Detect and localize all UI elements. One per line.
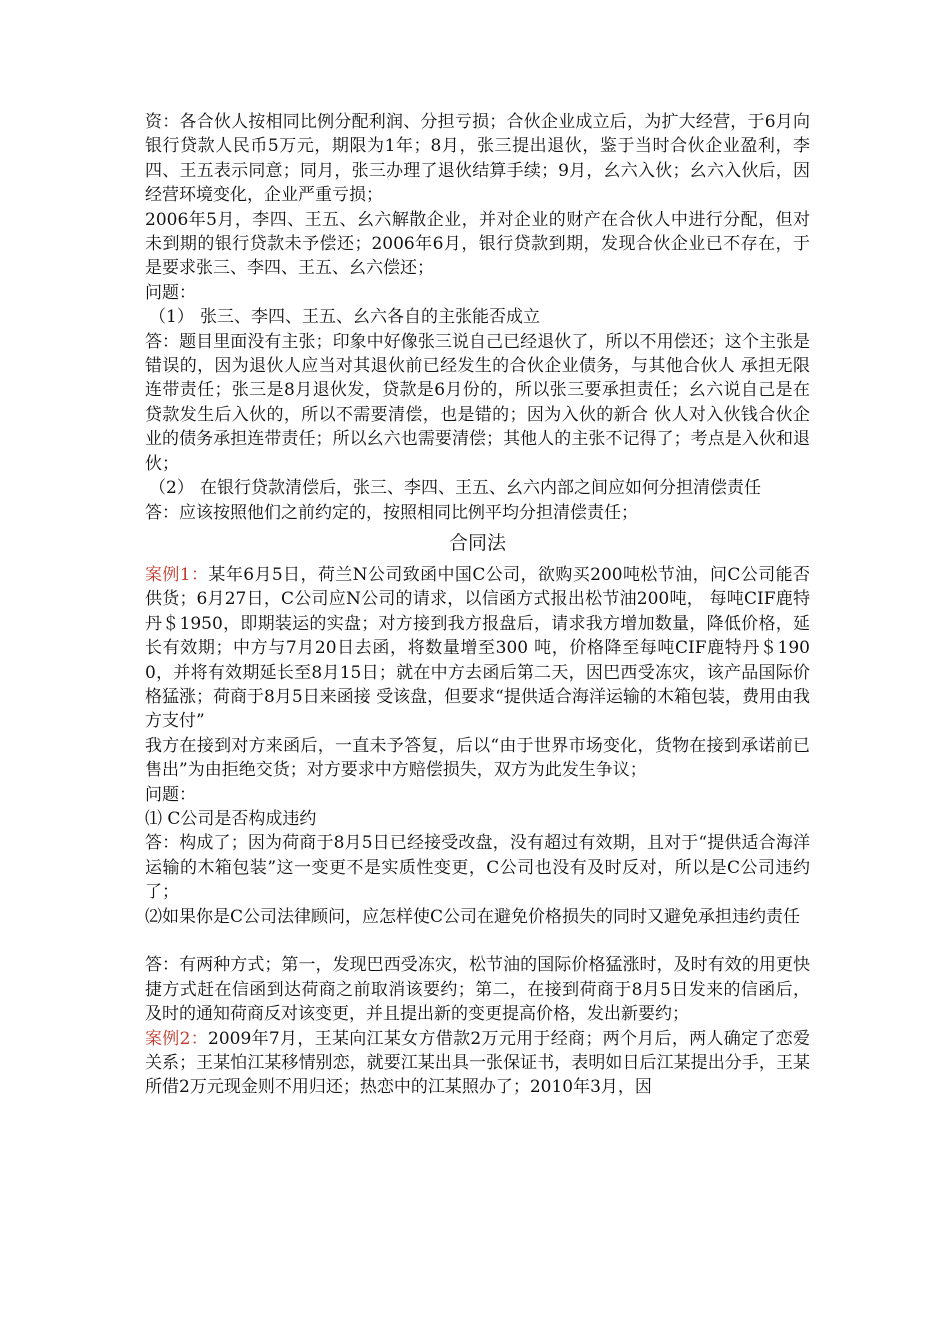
document-page <box>145 110 810 1100</box>
case-1-paragraph-2: 我方在接到对方来函后，一直未予答复，后以“由于世界市场变化，货物在接到承诺前已售出”为由拒绝交货；对方要求中方赔偿损失，双方为此发生争议； <box>145 735 810 781</box>
case-1-text: 某年6月5日，荷兰N公司致函中国C公司，欲购买200吨松节油，问C公司能否供货；6月27日，C公司应N公司的请求，以信函方式报出松节油200吨， 每吨CIF鹿特丹＄1950，即期装运的实盘；对方接到我方报盘后，请求我方增加数量，降低价格，延长有效期；中方与7月20日去函，将数量增至300 吨，价格降至每吨CIF鹿特丹＄1900，并将有效期延长至8月15日；就在中方去函后第二天，因巴西受冻灾，该产品国际价格猛涨；荷商于8月5日来函接 受该盘，但要求“提供适合海洋运输的木箱包装，费用由我方支付” <box>145 564 810 732</box>
question-1-text: 张三、李四、王五、幺六各自的主张能否成立 <box>200 307 540 328</box>
contract-answer-1: 答：构成了；因为荷商于8月5日已经接受改盘，没有超过有效期，且对于“提供适合海洋运输的木箱包装”这一变更不是实质性变更，C公司也没有及时反对，所以是C公司违约了； <box>145 833 810 903</box>
partnership-facts-paragraph-2: 2006年5月，李四、王五、幺六解散企业，并对企业的财产在合伙人中进行分配，但对未到期的银行贷款未予偿还；2006年6月，银行贷款到期，发现合伙企业已不存在，于是要求张三、李四、王五、幺六偿还； <box>145 209 810 279</box>
answer-2: 答：应该按照他们之前约定的，按照相同比例平均分担清偿责任； <box>145 502 638 523</box>
question-2-text: 在银行贷款清偿后，张三、李四、王五、幺六内部之间应如何分担清偿责任 <box>200 478 761 499</box>
case-1-label: 案例1： <box>145 564 209 585</box>
contract-question-2: ⑵如果你是C公司法律顾问，应怎样使C公司在避免价格损失的同时又避免承担违约责任 <box>145 906 801 927</box>
question-1-number: （1） <box>149 307 194 328</box>
questions-label: 问题： <box>145 282 196 303</box>
question-2-number: （2） <box>149 478 194 499</box>
blank-line <box>145 929 810 953</box>
contract-answer-2: 答：有两种方式；第一，发现巴西受冻灾，松节油的国际价格猛涨时，及时有效的用更快捷方式赶在信函到达荷商之前取消该要约；第二，在接到荷商于8月5日发来的信函后，及时的通知荷商反对该变更，并且提出新的变更提高价格，发出新要约； <box>145 955 810 1025</box>
section-heading-contract-law: 合同法 <box>448 531 506 554</box>
case-1-paragraph <box>145 563 810 734</box>
case-2-text: 2009年7月，王某向江某女方借款2万元用于经商；两个月后，两人确定了恋爱关系；王某怕江某移情别恋，就要江某出具一张保证书，表明如日后江某提出分手，王某所借2万元现金则不用归还；热恋中的江某照办了；2010年3月，因 <box>145 1028 810 1098</box>
question-1 <box>145 305 810 329</box>
contract-question-1: ⑴ C公司是否构成违约 <box>145 808 317 829</box>
contract-questions-label: 问题： <box>145 784 196 805</box>
question-2 <box>145 476 810 500</box>
answer-1: 答：题目里面没有主张；印象中好像张三说自己已经退伙了，所以不用偿还；这个主张是错误的，因为退伙人应当对其退伙前已经发生的合伙企业债务，与其他合伙人 承担无限连带责任；张三是8月退伙发，贷款是6月份的，所以张三要承担责任；幺六说自己是在贷款发生后入伙的，所以不需要清偿，也是错的；因为入伙的新合 伙人对入伙钱合伙企业的债务承担连带责任；所以幺六也需要清偿；其他人的主张不记得了；考点是入伙和退伙； <box>145 331 810 474</box>
case-2-label: 案例2： <box>145 1028 209 1049</box>
partnership-facts-paragraph-1: 资：各合伙人按相同比例分配利润、分担亏损；合伙企业成立后，为扩大经营，于6月向银行贷款人民币5万元，期限为1年；8月，张三提出退伙，鉴于当时合伙企业盈利，李四、王五表示同意；同月，张三办理了退伙结算手续；9月，幺六入伙；幺六入伙后，因经营环境变化，企业严重亏损； <box>145 112 810 206</box>
case-2-paragraph <box>145 1027 810 1100</box>
